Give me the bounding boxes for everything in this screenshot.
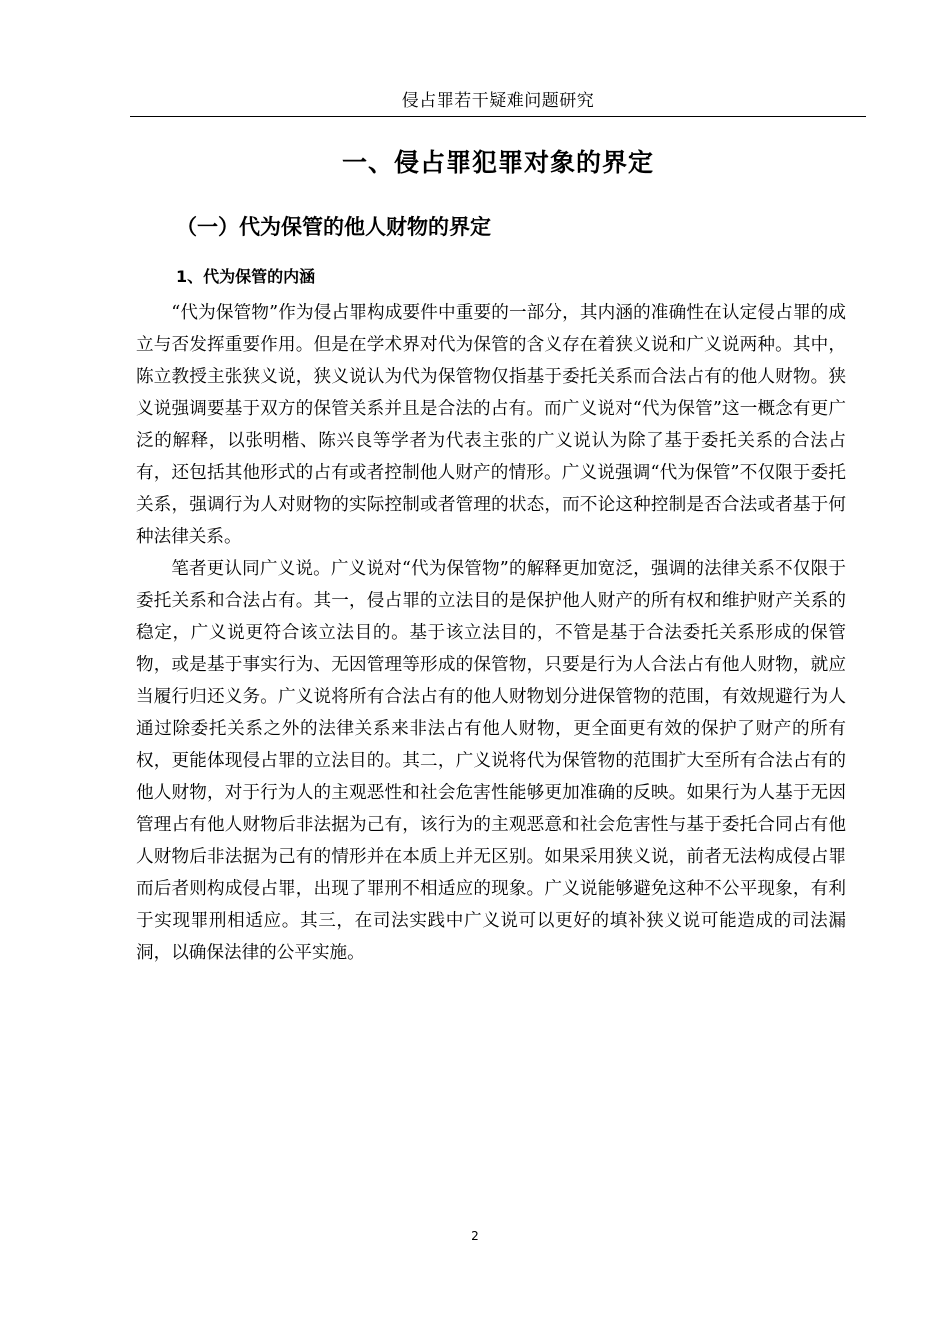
body-text xyxy=(136,297,846,969)
page-number: 2 xyxy=(471,1229,479,1243)
paragraph: 笔者更认同广义说。广义说对“代为保管物”的解释更加宽泛，强调的法律关系不仅限于委托关系和合法占有。其一，侵占罪的立法目的是保护他人财产的所有权和维护财产关系的稳定，广义说更符合该立法目的。基于该立法目的，不管是基于合法委托关系形成的保管物，或是基于事实行为、无因管理等形成的保管物，只要是行为人合法占有他人财物，就应当履行归还义务。广义说将所有合法占有的他人财物划分进保管物的范围，有效规避行为人通过除委托关系之外的法律关系来非法占有他人财物，更全面更有效的保护了财产的所有权，更能体现侵占罪的立法目的。其二，广义说将代为保管物的范围扩大至所有合法占有的他人财物，对于行为人的主观恶性和社会危害性能够更加准确的反映。如果行为人基于无因管理占有他人财物后非法据为己有，该行为的主观恶意和社会危害性与基于委托合同占有他人财物后非法据为己有的情形并在本质上并无区别。如果采用狭义说，前者无法构成侵占罪而后者则构成侵占罪，出现了罪刑不相适应的现象。广义说能够避免这种不公平现象，有利于实现罪刑相适应。其三，在司法实践中广义说可以更好的填补狭义说可能造成的司法漏洞，以确保法律的公平实施。 xyxy=(136,559,846,963)
section-title: （一）代为保管的他人财物的界定 xyxy=(176,215,491,239)
header-rule xyxy=(130,116,866,117)
paragraph: “代为保管物”作为侵占罪构成要件中重要的一部分，其内涵的准确性在认定侵占罪的成立与否发挥重要作用。但是在学术界对代为保管的含义存在着狭义说和广义说两种。其中，陈立教授主张狭义说，狭义说认为代为保管物仅指基于委托关系而合法占有的他人财物。狭义说强调要基于双方的保管关系并且是合法的占有。而广义说对“代为保管”这一概念有更广泛的解释，以张明楷、陈兴良等学者为代表主张的广义说认为除了基于委托关系的合法占有，还包括其他形式的占有或者控制他人财产的情形。广义说强调“代为保管”不仅限于委托关系，强调行为人对财物的实际控制或者管理的状态，而不论这种控制是否合法或者基于何种法律关系。 xyxy=(136,303,846,547)
subsection-title: 1、代为保管的内涵 xyxy=(176,267,316,286)
chapter-title: 一、侵占罪犯罪对象的界定 xyxy=(341,148,654,177)
running-header: 侵占罪若干疑难问题研究 xyxy=(401,91,595,111)
